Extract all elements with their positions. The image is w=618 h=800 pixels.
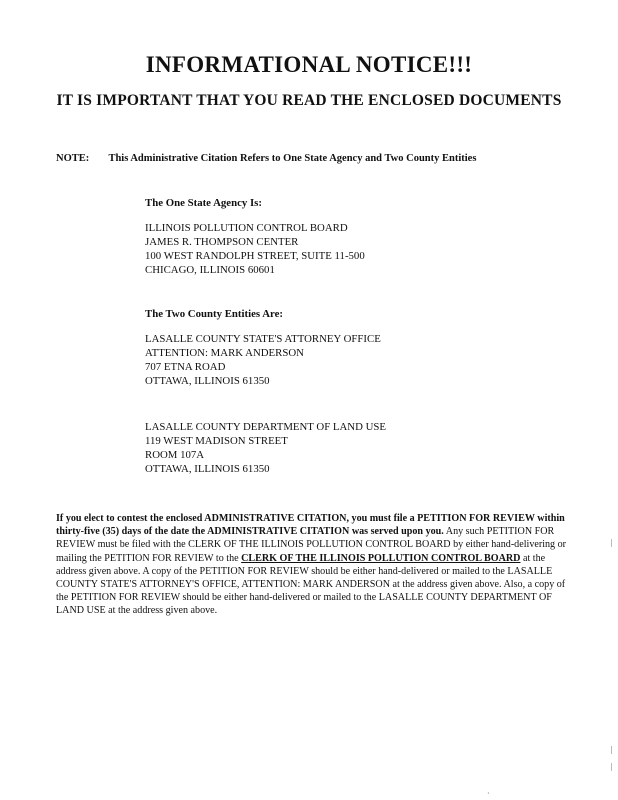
address-line: ATTENTION: MARK ANDERSON	[145, 347, 304, 359]
address-line: OTTAWA, ILLINOIS 61350	[145, 463, 270, 475]
note-text: This Administrative Citation Refers to One State Agency and Two County Entities	[108, 153, 477, 164]
address-line: ILLINOIS POLLUTION CONTROL BOARD	[145, 222, 348, 234]
para-bold-text: If you elect to contest the enclosed	[56, 513, 205, 524]
county-entities-block	[145, 308, 565, 388]
para-bold-text: was served upon you.	[349, 526, 444, 538]
para-bold-text: ADMINISTRATIVE CITATION	[204, 513, 347, 524]
state-agency-heading: The One State Agency Is:	[145, 197, 262, 209]
address-line: LASALLE COUNTY DEPARTMENT OF LAND USE	[145, 421, 386, 433]
scan-mark: |	[611, 762, 613, 771]
instructions-paragraph	[56, 512, 576, 618]
para-bold-text: PETITION FOR REVIEW	[417, 513, 535, 524]
page-subtitle: IT IS IMPORTANT THAT YOU READ THE ENCLOSED DOCUMENTS	[56, 92, 562, 109]
para-bold-text: within thirty-five (35) days of the date the	[56, 513, 565, 538]
para-text: Any such PETITION FOR REVIEW must be filed with the CLERK OF THE ILLINOIS POLLUTION CONTROL BOARD by either hand-delivering or mailing the PETITION FOR REVIEW to the	[56, 526, 567, 564]
address-line: 119 WEST MADISON STREET	[145, 435, 288, 447]
note-line	[56, 153, 596, 164]
address-line: JAMES R. THOMPSON CENTER	[145, 236, 299, 248]
county-entity-2-block	[145, 420, 565, 476]
address-line: ROOM 107A	[145, 449, 205, 461]
note-label: NOTE:	[56, 153, 90, 164]
scan-mark: |	[611, 745, 613, 754]
scan-mark: |	[611, 538, 613, 547]
address-line: OTTAWA, ILLINOIS 61350	[145, 375, 270, 387]
para-bold-text: , you must file a	[346, 513, 418, 524]
address-line: LASALLE COUNTY STATE'S ATTORNEY OFFICE	[145, 333, 381, 345]
para-bold-text: ADMINISTRATIVE CITATION	[207, 526, 350, 538]
scan-mark: ·	[487, 789, 490, 798]
page-title: INFORMATIONAL NOTICE!!!	[145, 52, 473, 77]
para-text: at the address given above. A copy of the PETITION FOR REVIEW should be either hand-delivered or mailed to the LASALLE COUNTY STATE'S ATTORNEY'S OFFICE, ATTENTION: MARK ANDERSON at the address given above. Also, a copy of the PETITION FOR REVIEW should be either hand-delivered or mailed to the LASALLE COUNTY DEPARTMENT OF LAND USE at the address given above.	[56, 552, 566, 617]
county-entities-heading: The Two County Entities Are:	[145, 308, 283, 320]
address-line: CHICAGO, ILLINOIS 60601	[145, 264, 275, 276]
address-line: 100 WEST RANDOLPH STREET, SUITE 11-500	[145, 250, 365, 262]
para-underlined-text: CLERK OF THE ILLINOIS POLLUTION CONTROL BOARD	[241, 552, 521, 564]
state-agency-block	[145, 197, 565, 277]
address-line: 707 ETNA ROAD	[145, 361, 226, 373]
